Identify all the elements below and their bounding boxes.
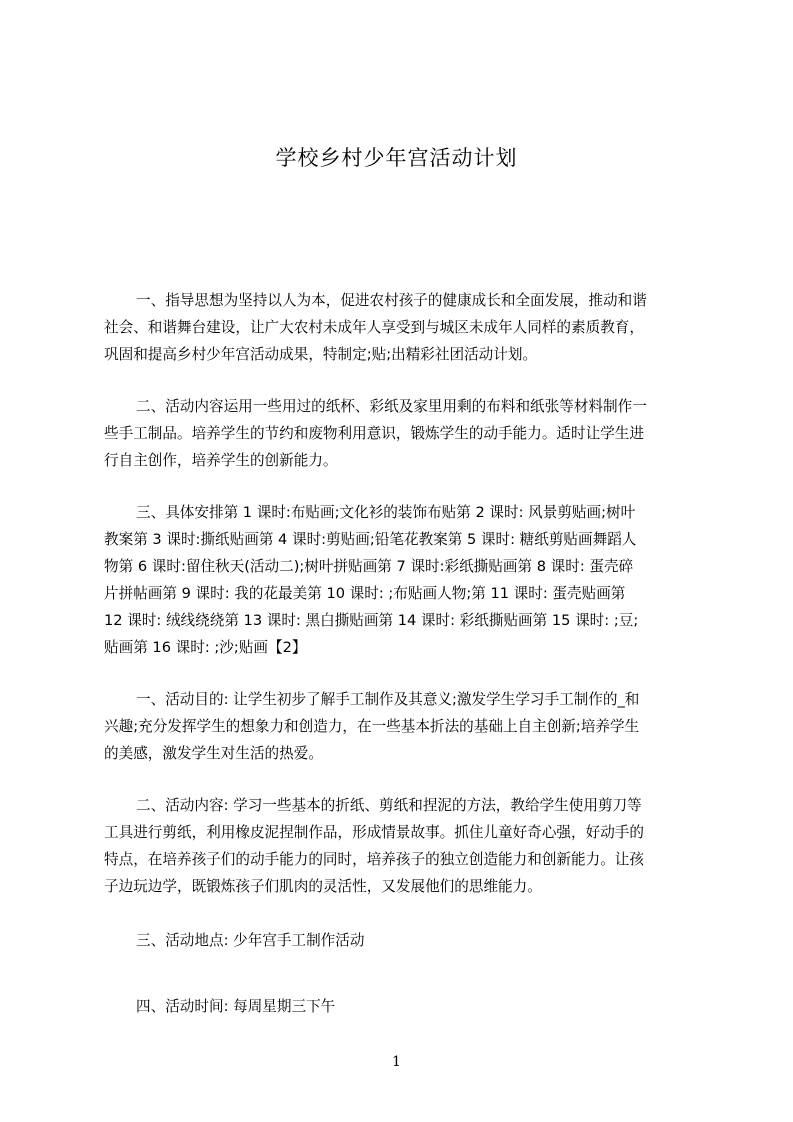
paragraph-guiding-ideology [104, 287, 698, 368]
paragraph-line: 一、活动目的: 让学生初步了解手工制作及其意义;激发学生学习手工制作的_和 [136, 691, 640, 708]
paragraph-line: 特点，在培养孩子们的动手能力的同时，培养孩子的独立创造能力和创新能力。让孩 [104, 851, 644, 868]
paragraph-activity-location [104, 927, 698, 954]
page-number: 1 [392, 1054, 401, 1070]
paragraph-line: 巩固和提高乡村少年宫活动成果，特制定;贴;出精彩社团活动计划。 [104, 346, 538, 363]
document-title: 学校乡村少年宫活动计划 [275, 146, 518, 170]
paragraph-line: 二、活动内容运用一些用过的纸杯、彩纸及家里用剩的布料和纸张等材料制作一 [136, 398, 647, 415]
paragraph-activity-purpose [104, 686, 698, 767]
paragraph-line: 教案第 3 课时:撕纸贴画第 4 课时:剪贴画;铅笔花教案第 5 课时: 糖纸剪贴画舞蹈人 [104, 531, 637, 548]
paragraph-line: 社会、和谐舞台建设，让广大农村未成年人享受到与城区未成年人同样的素质教育， [104, 319, 644, 336]
paragraph-line: 四、活动时间: 每周星期三下午 [136, 998, 336, 1015]
paragraph-line: 些手工制品。培养学生的节约和废物利用意识，锻炼学生的动手能力。适时让学生进 [104, 425, 644, 442]
paragraph-line: 片拼帖画第 9 课时: 我的花最美第 10 课时: ;布贴画人物;第 11 课时: 蛋壳贴画第 [104, 585, 626, 602]
paragraph-line: 二、活动内容: 学习一些基本的折纸、剪纸和捏泥的方法，教给学生使用剪刀等 [136, 797, 642, 814]
paragraph-activity-content [104, 393, 698, 474]
paragraph-line: 一、指导思想为坚持以人为本，促进农村孩子的健康成长和全面发展，推动和谐 [136, 292, 647, 309]
paragraph-line: 贴画第 16 课时: ;沙;贴画【2】 [104, 639, 307, 656]
paragraph-line: 物第 6 课时:留住秋天(活动二);树叶拼贴画第 7 课时:彩纸撕贴画第 8 课时: 蛋壳碎 [104, 558, 634, 575]
paragraph-line: 12 课时: 绒线绕绕第 13 课时: 黑白撕贴画第 14 课时: 彩纸撕贴画第 15 课时: ;豆; [104, 612, 639, 629]
paragraph-schedule [104, 499, 698, 661]
paragraph-activity-content-2 [104, 792, 698, 900]
paragraph-line: 兴趣;充分发挥学生的想象力和创造力，在一些基本折法的基础上自主创新;培养学生 [104, 718, 640, 735]
paragraph-line: 子边玩边学，既锻炼孩子们肌肉的灵活性，又发展他们的思维能力。 [104, 878, 542, 895]
paragraph-line: 工具进行剪纸，利用橡皮泥捏制作品，形成情景故事。抓住儿童好奇心强，好动手的 [104, 824, 644, 841]
paragraph-line: 三、具体安排第 1 课时:布贴画;文化衫的装饰布贴第 2 课时: 风景剪贴画;树叶 [136, 504, 636, 521]
paragraph-line: 的美感，激发学生对生活的热爱。 [104, 745, 323, 762]
paragraph-line: 三、活动地点: 少年宫手工制作活动 [136, 932, 365, 949]
paragraph-activity-time [104, 993, 698, 1020]
document-body [104, 287, 698, 1027]
paragraph-line: 行自主创作，培养学生的创新能力。 [104, 452, 338, 469]
